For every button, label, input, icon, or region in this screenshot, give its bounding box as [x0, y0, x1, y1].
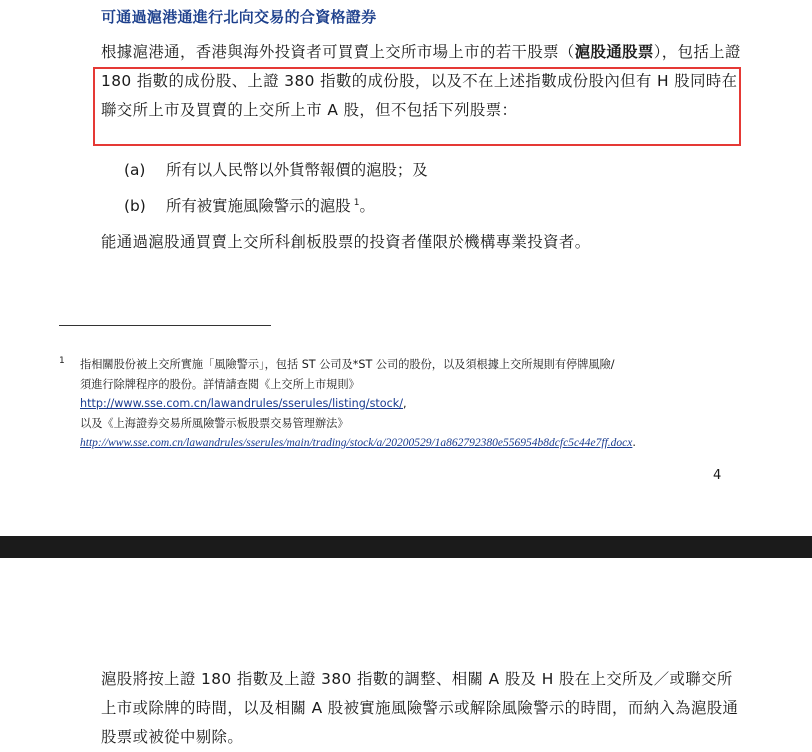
list-marker-a: (a): [124, 161, 146, 179]
footnote-link-1-suffix: ,: [403, 397, 407, 410]
list-item-b: [124, 191, 375, 218]
footnote-number: 1: [59, 356, 65, 366]
footnote-link-2-suffix: .: [632, 436, 636, 449]
section-heading: 可通過滬港通進行北向交易的合資格證券: [101, 8, 377, 26]
paragraph-rest: ），包括上證 180 指數的成份股、上證 380 指數的成份股，以及不在上述指數成份股內但有 H 股同時在聯交所上市及買賣的上交所上市 A 股，但不包括下列股票：: [101, 43, 741, 119]
footnote-line-2: 須進行除牌程序的股份。詳情請查閱《上交所上市規則》: [80, 377, 360, 391]
footnote-reference[interactable]: 1: [353, 198, 360, 208]
paragraph-lead: 根據滬港通，香港與海外投資者可買賣上交所市場上市的若干股票（: [101, 43, 575, 61]
page-separator: [0, 536, 812, 558]
footnote-line-3: 以及《上海證券交易所風險警示板股票交易管理辦法》: [80, 416, 349, 430]
footnote-link-row-2: [80, 433, 739, 454]
footnote-link-row-1: [80, 394, 739, 414]
sse-listing-rules-link[interactable]: http://www.sse.com.cn/lawandrules/sserules/listing/stock/: [80, 397, 404, 410]
list-suffix-b: 。: [359, 197, 375, 216]
sse-risk-warning-rules-link[interactable]: http://www.sse.com.cn/lawandrules/sserules/main/trading/stock/a/20200529/1a862792380e556954b8dcfc5c44e7ff.docx: [80, 437, 633, 449]
footnote: [59, 355, 739, 454]
list-text-b: 所有被實施風險警示的滬股: [166, 197, 351, 216]
page-number: 4: [713, 468, 722, 483]
footnote-divider: [59, 325, 271, 326]
bold-term: 滬股通股票: [574, 43, 654, 61]
inclusion-exclusion-paragraph: 滬股將按上證 180 指數及上證 380 指數的調整、相關 A 股及 H 股在上交所及／或聯交所上市或除牌的時間，以及相關 A 股被實施風險警示或解除風險警示的時間，而納入為滬股通股票或被從中剔除。: [101, 670, 739, 746]
list-item-a: [124, 158, 428, 182]
list-text-a: 所有以人民幣以外貨幣報價的滬股；及: [166, 161, 428, 179]
red-highlight-box: [93, 67, 741, 146]
footnote-line-1: 指相關股份被上交所實施「風險警示」，包括 ST 公司及*ST 公司的股份，以及須根據上交所規則有停牌風險/: [80, 358, 615, 371]
closing-paragraph: 能通過滬股通買賣上交所科創板股票的投資者僅限於機構專業投資者。: [101, 233, 591, 251]
document-page-2: [0, 558, 812, 749]
list-marker-b: (b): [124, 197, 146, 216]
